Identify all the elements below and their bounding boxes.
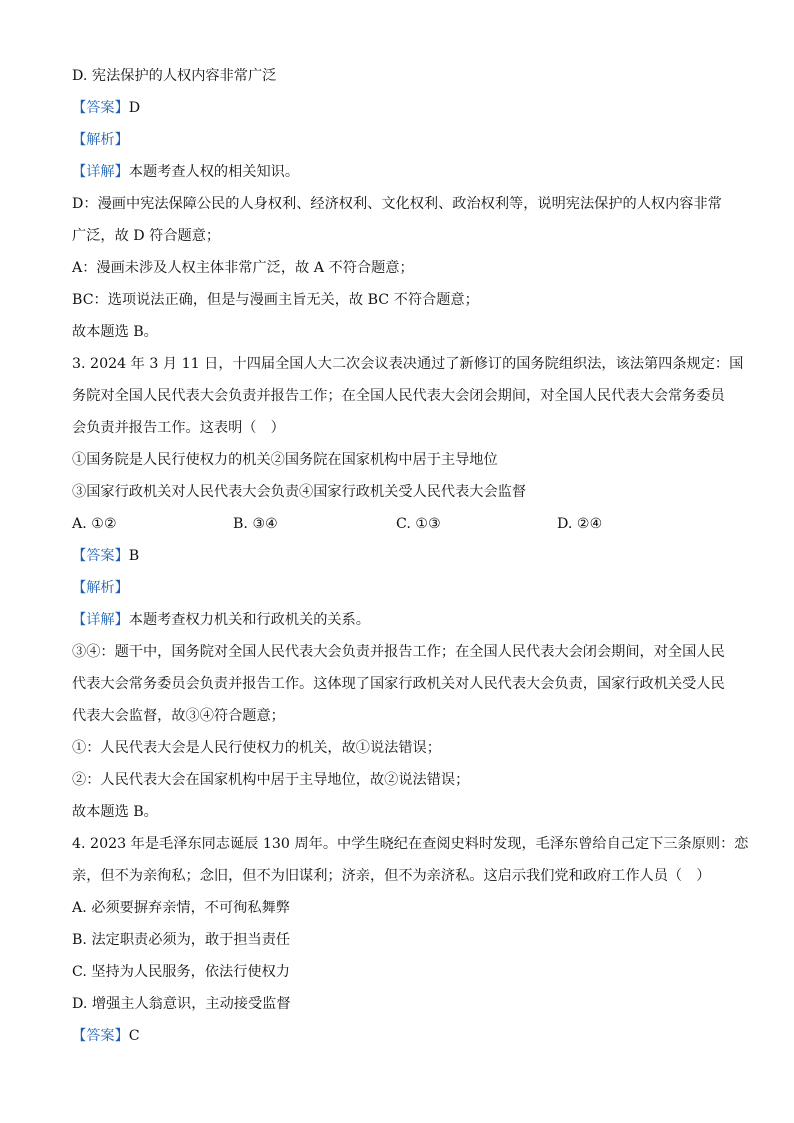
q3-explanation-line: ③④：题干中，国务院对全国人民代表大会负责并报告工作；在全国人民代表大会闭会期间，对全国人民 (72, 644, 725, 660)
q3-conclusion: 故本题选 B。 (72, 804, 158, 820)
answer-value: B (128, 548, 140, 564)
q4-option-a: A. 必须要摒弃亲情，不可徇私舞弊 (72, 900, 290, 916)
q2-explanation-line: A：漫画未涉及人权主体非常广泛，故 A 不符合题意； (72, 260, 414, 276)
q3-option-a: A. ①② (72, 516, 117, 532)
q3-answer (72, 546, 139, 566)
answer-label: 【答案】 (72, 1028, 129, 1044)
q3-option-c: C. ①③ (396, 516, 441, 532)
q3-stem-line: 会负责并报告工作。这表明（ ） (72, 420, 285, 436)
q4-option-b: B. 法定职责必须为，敢于担当责任 (72, 932, 291, 948)
q3-statements-line: ①国务院是人民行使权力的机关②国务院在国家机构中居于主导地位 (72, 452, 498, 468)
detail-label: 【详解】 (72, 164, 129, 180)
q2-detail (72, 162, 299, 182)
q3-explanation-line: ①：人民代表大会是人民行使权力的机关，故①说法错误； (72, 740, 441, 756)
q2-analysis-label: 【解析】 (72, 132, 129, 148)
q3-stem-line: 务院对全国人民代表大会负责并报告工作；在全国人民代表大会闭会期间，对全国人民代表大会常务委员 (72, 388, 725, 404)
detail-text: 本题考查人权的相关知识。 (128, 164, 300, 180)
answer-value: C (128, 1028, 140, 1044)
q4-stem-line: 亲，但不为亲徇私；念旧，但不为旧谋利；济亲，但不为亲济私。这启示我们党和政府工作人员（ ） (72, 868, 711, 884)
answer-value: D (128, 100, 141, 116)
q2-conclusion: 故本题选 B。 (72, 324, 158, 340)
q3-stem-line: 3. 2024 年 3 月 11 日，十四届全国人大二次会议表决通过了新修订的国务院组织法，该法第四条规定：国 (72, 356, 744, 372)
q3-statements-line: ③国家行政机关对人民代表大会负责④国家行政机关受人民代表大会监督 (72, 484, 527, 500)
q4-option-d: D. 增强主人翁意识，主动接受监督 (72, 996, 291, 1012)
q4-option-c: C. 坚持为人民服务，依法行使权力 (72, 964, 290, 980)
q3-explanation-line: ②：人民代表大会在国家机构中居于主导地位，故②说法错误； (72, 772, 470, 788)
q3-option-b: B. ③④ (233, 516, 278, 532)
q3-analysis-label: 【解析】 (72, 580, 129, 596)
q2-explanation-line: 广泛，故 D 符合题意； (72, 228, 221, 244)
q4-answer (72, 1026, 140, 1046)
q3-detail (72, 610, 370, 630)
q2-option-d: D. 宪法保护的人权内容非常广泛 (72, 68, 277, 84)
q3-option-d: D. ②④ (557, 516, 603, 532)
q3-explanation-line: 代表大会常务委员会负责并报告工作。这体现了国家行政机关对人民代表大会负责，国家行政机关受人民 (72, 676, 725, 692)
q3-explanation-line: 代表大会监督，故③④符合题意； (72, 708, 285, 724)
answer-label: 【答案】 (72, 548, 129, 564)
detail-text: 本题考查权力机关和行政机关的关系。 (128, 612, 370, 628)
q2-answer (72, 98, 140, 118)
answer-label: 【答案】 (72, 100, 129, 116)
q4-stem-line: 4. 2023 年是毛泽东同志诞辰 130 周年。中学生晓纪在查阅史料时发现，毛泽东曾给自己定下三条原则：恋 (72, 836, 749, 852)
detail-label: 【详解】 (72, 612, 129, 628)
q2-explanation-line: D：漫画中宪法保障公民的人身权利、经济权利、文化权利、政治权利等，说明宪法保护的人权内容非常 (72, 196, 722, 212)
q2-explanation-line: BC：选项说法正确，但是与漫画主旨无关，故 BC 不符合题意； (72, 292, 479, 308)
